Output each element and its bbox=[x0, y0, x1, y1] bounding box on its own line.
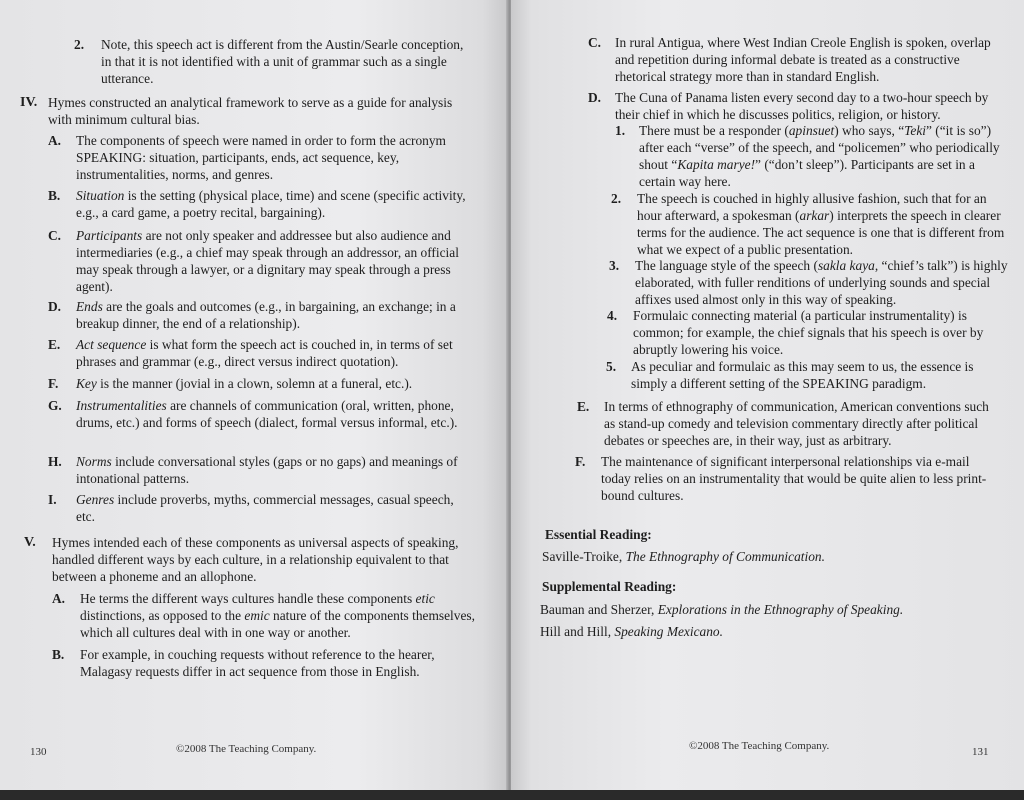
essential-reading-entry: Saville-Troike, The Ethnography of Communication. bbox=[542, 549, 825, 564]
page-number: 130 bbox=[30, 746, 47, 758]
copyright: ©2008 The Teaching Company. bbox=[689, 740, 830, 752]
list-item: In terms of ethnography of communication, American conventions such as stand-up comedy and television commentary directly after political debates or speeches are, in their way, just as arbitrary. bbox=[604, 399, 989, 448]
section-paragraph: Hymes intended each of these components as universal aspects of speaking, handled different ways by each culture, in a relationship equivalent to that between a phoneme and an allophone. bbox=[52, 535, 459, 584]
essential-reading-heading: Essential Reading: bbox=[545, 527, 652, 542]
term: Instrumentalities bbox=[76, 398, 167, 413]
list-marker: F. bbox=[48, 376, 59, 391]
list-marker: I. bbox=[48, 492, 57, 507]
list-marker: A. bbox=[48, 133, 62, 148]
list-marker: C. bbox=[588, 35, 602, 50]
list-item: Genres include proverbs, myths, commercial messages, casual speech, etc. bbox=[76, 492, 454, 524]
list-marker: 5. bbox=[606, 359, 617, 374]
list-item: Ends are the goals and outcomes (e.g., in bargaining, an exchange; in a breakup dinner, the end of a relationship). bbox=[76, 299, 456, 331]
list-marker: E. bbox=[48, 337, 61, 352]
section-paragraph: Hymes constructed an analytical framework to serve as a guide for analysis with minimum cultural bias. bbox=[48, 95, 453, 127]
list-item: The Cuna of Panama listen every second day to a two-hour speech by their chief in which he discusses politics, religion, or history. bbox=[615, 90, 989, 122]
list-marker: D. bbox=[48, 299, 62, 314]
term: etic bbox=[415, 591, 435, 606]
list-item: Situation is the setting (physical place, time) and scene (specific activity, e.g., a card game, a poetry recital, bargaining). bbox=[76, 188, 466, 220]
list-item: Instrumentalities are channels of communication (oral, written, phone, drums, etc.) and forms of speech (dialect, formal versus informal, etc.). bbox=[76, 398, 458, 430]
term: Act sequence bbox=[76, 337, 147, 352]
right-page bbox=[511, 0, 1024, 790]
list-item: As peculiar and formulaic as this may seem to us, the essence is simply a different setting of the SPEAKING paradigm. bbox=[631, 359, 974, 391]
supplemental-reading-entry: Bauman and Sherzer, Explorations in the Ethnography of Speaking. bbox=[540, 602, 904, 617]
list-item: The maintenance of significant interpersonal relationships via e-mail today relies on an instrumentality that would be quite alien to less print-bound cultures. bbox=[601, 454, 987, 503]
term: Key bbox=[76, 376, 97, 391]
list-marker: E. bbox=[577, 399, 590, 414]
page-number: 131 bbox=[972, 746, 989, 758]
list-item: Act sequence is what form the speech act is couched in, in terms of set phrases and grammar (e.g., direct versus indirect quotation). bbox=[76, 337, 453, 369]
list-item: Participants are not only speaker and addressee but also audience and intermediaries (e.g., a chief may speak through an addressor, an official may speak through a lawyer, or a dignitary may speak through a press agent). bbox=[76, 228, 459, 294]
list-marker: 4. bbox=[607, 308, 618, 323]
list-marker: B. bbox=[48, 188, 61, 203]
supplemental-reading-entry: Hill and Hill, Speaking Mexicano. bbox=[540, 624, 723, 639]
term: Genres bbox=[76, 492, 115, 507]
note-paragraph: Note, this speech act is different from the Austin/Searle conception, in that it is not identified with a unit of grammar such as a single utterance. bbox=[101, 37, 464, 86]
list-marker: B. bbox=[52, 647, 65, 662]
list-item: In rural Antigua, where West Indian Creole English is spoken, overlap and repetition during informal debate is treated as a constructive rhetorical strategy more than in standard English. bbox=[615, 35, 991, 84]
list-marker: 1. bbox=[615, 123, 626, 138]
list-marker: D. bbox=[588, 90, 602, 105]
list-marker: A. bbox=[52, 591, 66, 606]
supplemental-reading-heading: Supplemental Reading: bbox=[542, 579, 677, 594]
list-marker: 2. bbox=[74, 37, 85, 52]
list-item: He terms the different ways cultures handle these components etic distinctions, as opposed to the emic nature of the components themselves, which all cultures deal with in one way or another. bbox=[80, 591, 475, 640]
list-marker: C. bbox=[48, 228, 62, 243]
list-marker: 2. bbox=[611, 191, 622, 206]
list-item: Key is the manner (jovial in a clown, solemn at a funeral, etc.). bbox=[76, 376, 413, 391]
term: emic bbox=[244, 608, 270, 623]
list-item: There must be a responder (apinsuet) who says, “Teki” (“it is so”) after each “verse” of the speech, and “policemen” who periodically shout “Kapita marye!” (“don’t sleep”). Participants are set in a certain way here. bbox=[639, 123, 1000, 189]
list-marker: H. bbox=[48, 454, 62, 469]
copyright: ©2008 The Teaching Company. bbox=[176, 743, 317, 755]
list-marker: 3. bbox=[609, 258, 620, 273]
section-marker: V. bbox=[24, 535, 36, 550]
list-item: The components of speech were named in order to form the acronym SPEAKING: situation, participants, ends, act sequence, key, instrumentalities, norms, and genres. bbox=[76, 133, 446, 182]
term: Participants bbox=[76, 228, 143, 243]
list-item: For example, in couching requests without reference to the hearer, Malagasy requests differ in act sequence from those in English. bbox=[80, 647, 435, 679]
list-item: The speech is couched in highly allusive fashion, such that for an hour afterward, a spokesman (arkar) interprets the speech in clearer terms for the audience. The act sequence is one that is different from what we expect of a public presentation. bbox=[637, 191, 1005, 257]
list-item: The language style of the speech (sakla kaya, “chief’s talk”) is highly elaborated, with fuller renditions of underlying sounds and special affixes used almost only in this way of speaking. bbox=[635, 258, 1008, 307]
section-marker: IV. bbox=[20, 95, 38, 110]
term: Ends bbox=[76, 299, 103, 314]
left-page bbox=[0, 0, 508, 790]
list-marker: F. bbox=[575, 454, 586, 469]
list-item: Norms include conversational styles (gaps or no gaps) and meanings of intonational patterns. bbox=[76, 454, 458, 486]
list-item: Formulaic connecting material (a particular instrumentality) is common; for example, the chief signals that his speech is over by abruptly lowering his voice. bbox=[633, 308, 984, 357]
list-marker: G. bbox=[48, 398, 62, 413]
term: Norms bbox=[76, 454, 112, 469]
term: Situation bbox=[76, 188, 125, 203]
